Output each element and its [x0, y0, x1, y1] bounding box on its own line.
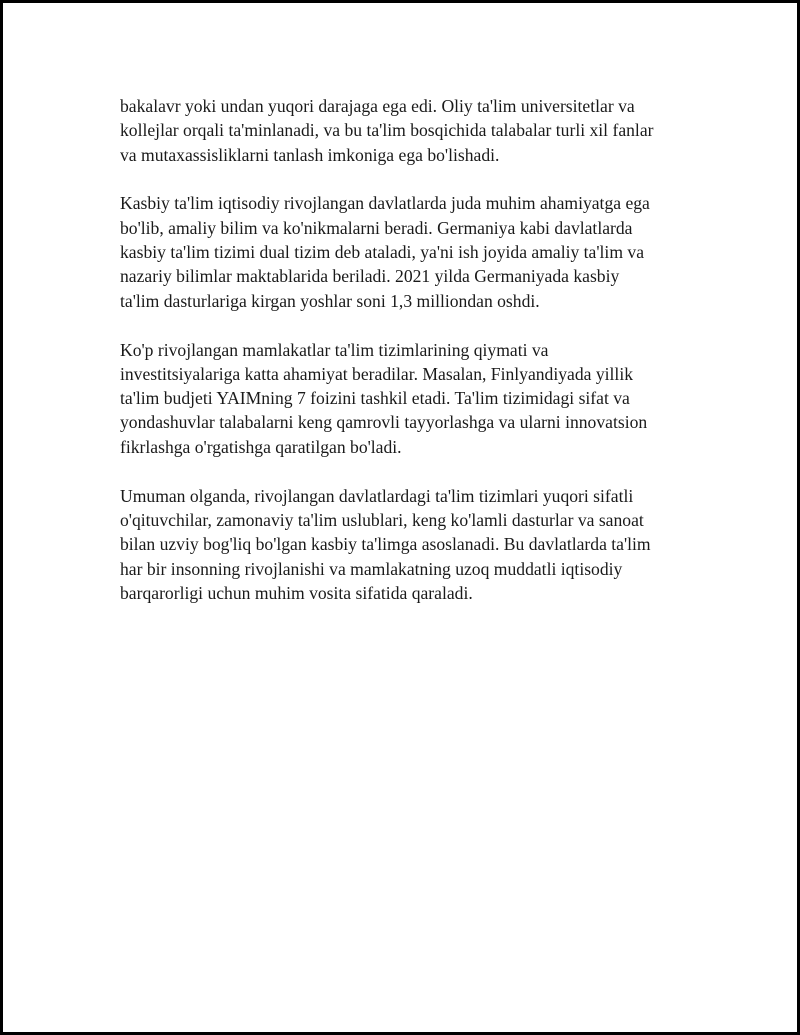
document-body — [120, 94, 690, 630]
paragraph-higher-education: bakalavr yoki undan yuqori darajaga ega edi. Oliy ta'lim universitetlar va kollejlar orqali ta'minlanadi, va bu ta'lim bosqichida talabalar turli xil fanlar va mutaxassisliklarni tanlash imkoniga ega bo'lishadi. — [120, 96, 654, 165]
paragraph-education-investment: Ko'p rivojlangan mamlakatlar ta'lim tizimlarining qiymati va investitsiyalariga katta ahamiyat beradilar. Masalan, Finlyandiyada yillik ta'lim budjeti YAIMning 7 foizini tashkil etadi. Ta'lim tizimidagi sifat va yondashuvlar talabalarni keng qamrovli tayyorlashga va ularni innovatsion fikrlashga o'rgatishga qaratilgan bo'ladi. — [120, 339, 648, 457]
paragraph-conclusion: Umuman olganda, rivojlangan davlatlardagi ta'lim tizimlari yuqori sifatli o'qituvchilar, zamonaviy ta'lim uslublari, keng ko'lamli dasturlar va sanoat bilan uzviy bog'liq bo'lgan kasbiy ta'limga asoslanadi. Bu davlatlarda ta'lim har bir insonning rivojlanishi va mamlakatning uzoq muddatli iqtisodiy barqarorligi uchun muhim vosita sifatida qaraladi. — [120, 485, 651, 603]
paragraph-vocational-education: Kasbiy ta'lim iqtisodiy rivojlangan davlatlarda juda muhim ahamiyatga ega bo'lib, amaliy bilim va ko'nikmalarni beradi. Germaniya kabi davlatlarda kasbiy ta'lim tizimi dual tizim deb ataladi, ya'ni ish joyida amaliy ta'lim va nazariy bilimlar maktablarida beriladi. 2021 yilda Germaniyada kasbiy ta'lim dasturlariga kirgan yoshlar soni 1,3 milliondan oshdi. — [120, 193, 650, 311]
